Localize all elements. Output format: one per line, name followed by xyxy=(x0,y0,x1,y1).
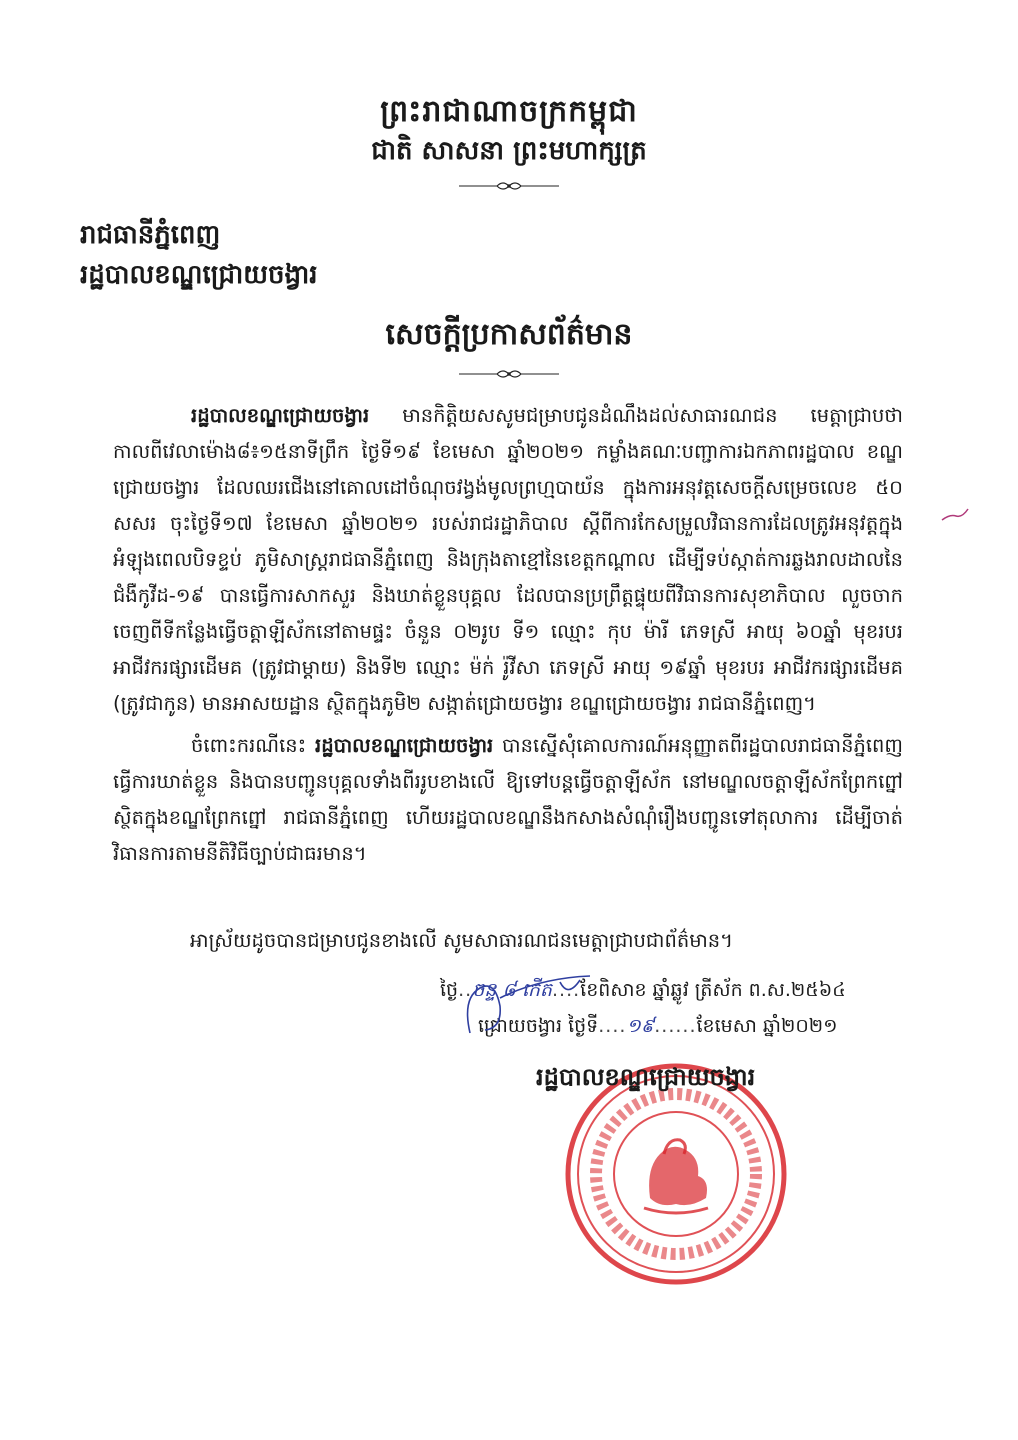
district-name-lead: រដ្ឋបាលខណ្ឌជ្រោយចង្វារ xyxy=(315,734,494,757)
kingdom-heading: ព្រះរាជាណាចក្រកម្ពុជា xyxy=(380,94,638,129)
signatory-title: រដ្ឋបាលខណ្ឌជ្រោយចង្វារ xyxy=(536,1062,756,1091)
paragraph-2 xyxy=(113,728,903,872)
divider-ornament-icon xyxy=(459,180,559,192)
solar-day-handwritten: ១៩ xyxy=(626,1015,655,1037)
handwritten-signature-icon xyxy=(440,958,640,1058)
paragraph-2-prefix: ចំពោះករណីនេះ xyxy=(191,734,316,757)
lunar-date-suffix: ខែពិសាខ ឆ្នាំឆ្លូវ ត្រីស័ក ព.ស.២៥៦៤ xyxy=(580,979,846,1001)
solar-date-prefix: ជ្រោយចង្វារ ថ្ងៃទី xyxy=(478,1015,599,1037)
handwritten-tick-icon xyxy=(940,506,970,526)
paragraph-1-text: មានកិត្តិយសសូមជម្រាបជូនដំណឹងដល់សាធារណជន មេត្តាជ្រាបថា កាលពីវេលាម៉ោង៨៖១៥នាទីព្រឹក ថ្ងៃទី១៩ ខែមេសា ឆ្នាំ២០២១ កម្លាំងគណៈបញ្ជាការឯកភាពរដ្ឋបាល ខណ្ឌជ្រោយចង្វារ ដែលឈរជើងនៅគោលដៅចំណុចវង្វង់មូលព្រហ្មបាយ័ន ក្នុងការអនុវត្តសេចក្តីសម្រេចលេខ ៥០ សសរ ចុះថ្ងៃទី១៧ ខែមេសា ឆ្នាំ២០២១ របស់រាជរដ្ឋាភិបាល ស្តីពីការកែសម្រួលវិធានការដែលត្រូវអនុវត្តក្នុងអំឡុងពេលបិទខ្ទប់ ភូមិសាស្ត្ររាជធានីភ្នំពេញ និងក្រុងតាខ្មៅនៃខេត្តកណ្តាល ដើម្បីទប់ស្កាត់ការឆ្លងរាលដាលនៃជំងឺកូវីដ-១៩ បានធ្វើការសាកសួរ និងឃាត់ខ្លួនបុគ្គល ដែលបានប្រព្រឹត្តផ្ទុយពីវិធានការសុខាភិបាល លួចចាកចេញពីទីកន្លែងធ្វើចត្តាឡីស័កនៅតាមផ្ទះ ចំនួន ០២រូប ទី១ ឈ្មោះ កុប ម៉ារី ភេទស្រី អាយុ ៦០ឆ្នាំ មុខរបរ អាជីវករផ្សារដើមគ (ត្រូវជាម្តាយ) និងទី២ ឈ្មោះ ម៉ក់ រ៉ូវីសា ភេទស្រី អាយុ ១៩ឆ្នាំ មុខរបរ អាជីវករផ្សារដើមគ (ត្រូវជាកូន) មានអាសយដ្ឋាន ស្ថិតក្នុងភូមិ២ សង្កាត់ជ្រោយចង្វារ ខណ្ឌជ្រោយចង្វារ រាជធានីភ្នំពេញ។ xyxy=(113,404,903,715)
paragraph-1 xyxy=(113,398,903,722)
lunar-date-prefix: ថ្ងៃ xyxy=(440,979,459,1001)
document-title: សេចក្តីប្រកាសព័ត៌មាន xyxy=(385,317,633,352)
solar-date-line: ជ្រោយចង្វារ ថ្ងៃទី....១៩......ខែមេសា ឆ្នាំ២០២១ xyxy=(478,1015,838,1037)
closing-line: អាស្រ័យដូចបានជម្រាបជូនខាងលើ សូមសាធារណជនមេត្តាជ្រាបជាព័ត៌មាន។ xyxy=(190,929,734,952)
announcement-body xyxy=(113,398,903,878)
issuer-district: រដ្ឋបាលខណ្ឌជ្រោយចង្វារ xyxy=(80,260,318,290)
lunar-date-handwritten: ចន្ទ ៨ កើត xyxy=(472,979,552,1001)
district-name-lead: រដ្ឋបាលខណ្ឌជ្រោយចង្វារ xyxy=(191,404,370,427)
lunar-date-line: ថ្ងៃ..ចន្ទ ៨ កើត....ខែពិសាខ ឆ្នាំឆ្លូវ ត្រីស័ក ព.ស.២៥៦៤ xyxy=(440,979,846,1001)
solar-date-suffix: ខែមេសា ឆ្នាំ២០២១ xyxy=(696,1015,838,1037)
paragraph-2-text: បានស្នើសុំគោលការណ៍អនុញ្ញាតពីរដ្ឋបាលរាជធានីភ្នំពេញ ធ្វើការឃាត់ខ្លួន និងបានបញ្ជូនបុគ្គលទាំងពីររូបខាងលើ ឱ្យទៅបន្តធ្វើចត្តាឡីស័ក នៅមណ្ឌលចត្តាឡីស័កព្រែកព្នៅ ស្ថិតក្នុងខណ្ឌព្រែកព្នៅ រាជធានីភ្នំពេញ ហើយរដ្ឋបាលខណ្ឌនឹងកសាងសំណុំរឿងបញ្ជូនទៅតុលាការ ដើម្បីចាត់វិធានការតាមនីតិវិធីច្បាប់ជាធរមាន។ xyxy=(113,734,903,865)
issuer-capital: រាជធានីភ្នំពេញ xyxy=(80,220,221,250)
divider-ornament-icon xyxy=(459,368,559,380)
national-motto: ជាតិ សាសនា ព្រះមហាក្សត្រ xyxy=(371,136,647,166)
